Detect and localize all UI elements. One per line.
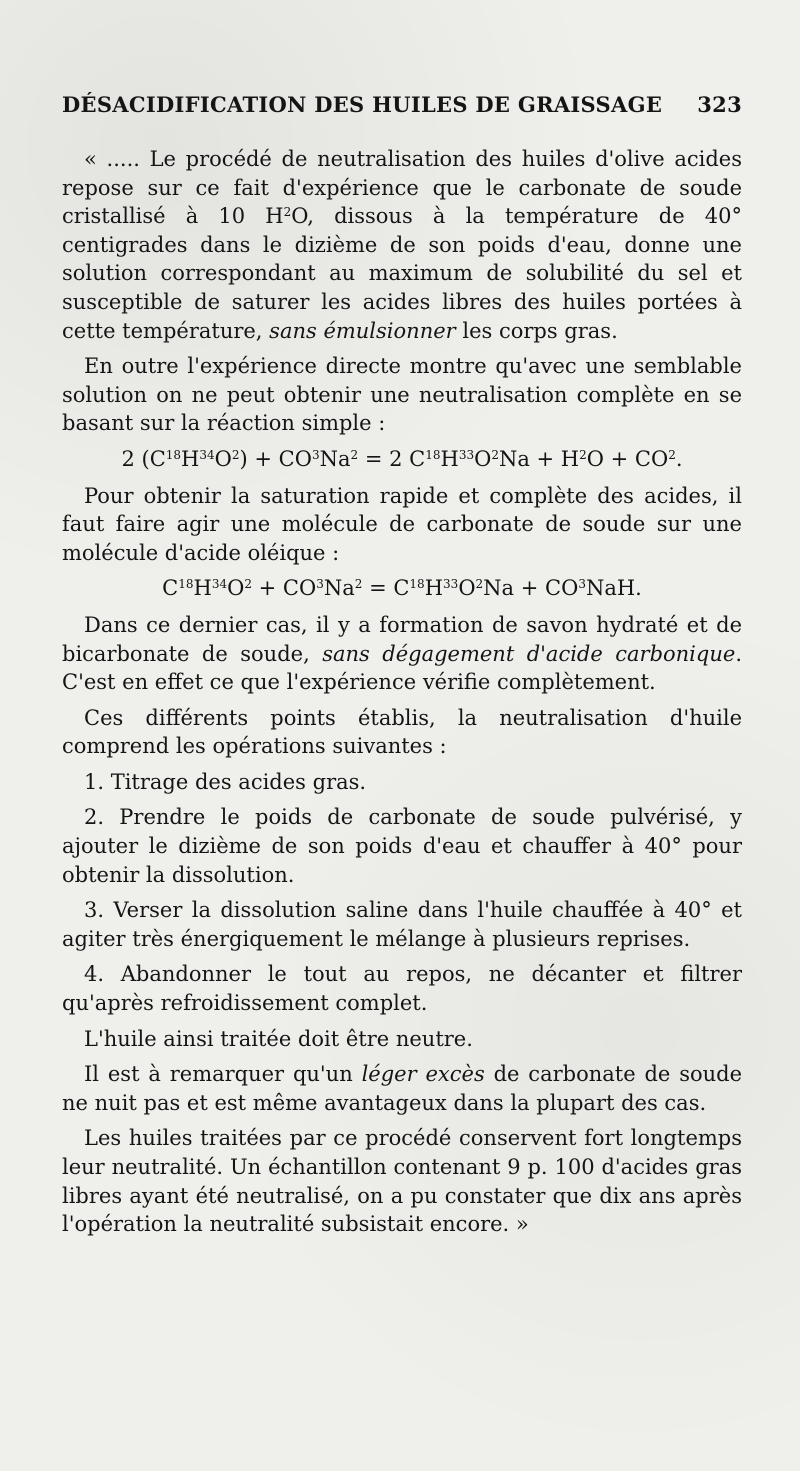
list-item-2: 2. Prendre le poids de carbonate de soude pulvérisé, y ajouter le dizième de son poids d'eau et chauffer à 40° pour obtenir la dissolution. — [62, 805, 742, 887]
quote-paragraph-3: Pour obtenir la saturation rapide et complète des acides, il faut faire agir une molécule de carbonate de soude sur une molécule d'acide oléique : — [62, 483, 742, 565]
list-item-3: 3. Verser la dissolution saline dans l'huile chauffée à 40° et agiter très énergiquement le mélange à plusieurs reprises. — [62, 898, 742, 951]
quote-paragraph-2: En outre l'expérience directe montre qu'avec une semblable solution on ne peut obtenir une neutralisation complète en se basant sur la réaction simple : — [62, 354, 742, 436]
quote-paragraph-4: Dans ce dernier cas, il y a formation de savon hydraté et de bicarbonate de soude, sans dégagement d'acide carbonique. C'est en effet ce que l'expérience vérifie complètement. — [62, 612, 742, 695]
running-title: DÉSACIDIFICATION DES HUILES DE GRAISSAGE — [62, 92, 663, 117]
quote-paragraph-5: Ces différents points établis, la neutralisation d'huile comprend les opérations suivantes : — [62, 705, 742, 759]
quote-paragraph-7: Il est à remarquer qu'un léger excès de carbonate de soude ne nuit pas et est même avantageux dans la plupart des cas. — [62, 1062, 743, 1115]
page-number: 323 — [697, 92, 742, 117]
chemical-equation-1: 2 $(C^{18}H^{34}O^2) + CO^3Na^2 = 2$ $C^{18}H^{33}O^2Na + H^2O + CO^2$. — [121, 446, 683, 471]
chemical-equation-2: $C^{18}H^{34}O^2 + CO^3Na^2 = C^{18}H^{33}O^2Na + CO^3NaH$. — [162, 576, 642, 601]
list-item-1: 1. Titrage des acides gras. — [84, 769, 367, 794]
list-item-4: 4. Abandonner le tout au repos, ne décanter et filtrer qu'après refroidissement complet. — [62, 962, 742, 1016]
quote-paragraph-6: L'huile ainsi traitée doit être neutre. — [84, 1026, 473, 1051]
quote-paragraph-1: « ..... Le procédé de neutralisation des huiles d'olive acides repose sur ce fait d'expérience que le carbonate de soude cristallisé à 10 $H^2O$, dissous à la température de 40° centigrades dans le dizième de son poids d'eau, donne une solution correspondant au maximum de solubilité du sel et susceptible de saturer les acides libres des huiles portées à cette température, sans émulsionner les corps gras. — [62, 147, 742, 343]
quote-paragraph-8: Les huiles traitées par ce procédé conservent fort longtemps leur neutralité. Un échantillon contenant 9 p. 100 d'acides gras libres ayant été neutralisé, on a pu constater que dix ans après l'opération la neutralité subsistait encore. » — [62, 1126, 742, 1237]
running-header — [62, 92, 742, 117]
page-body — [62, 145, 742, 1246]
